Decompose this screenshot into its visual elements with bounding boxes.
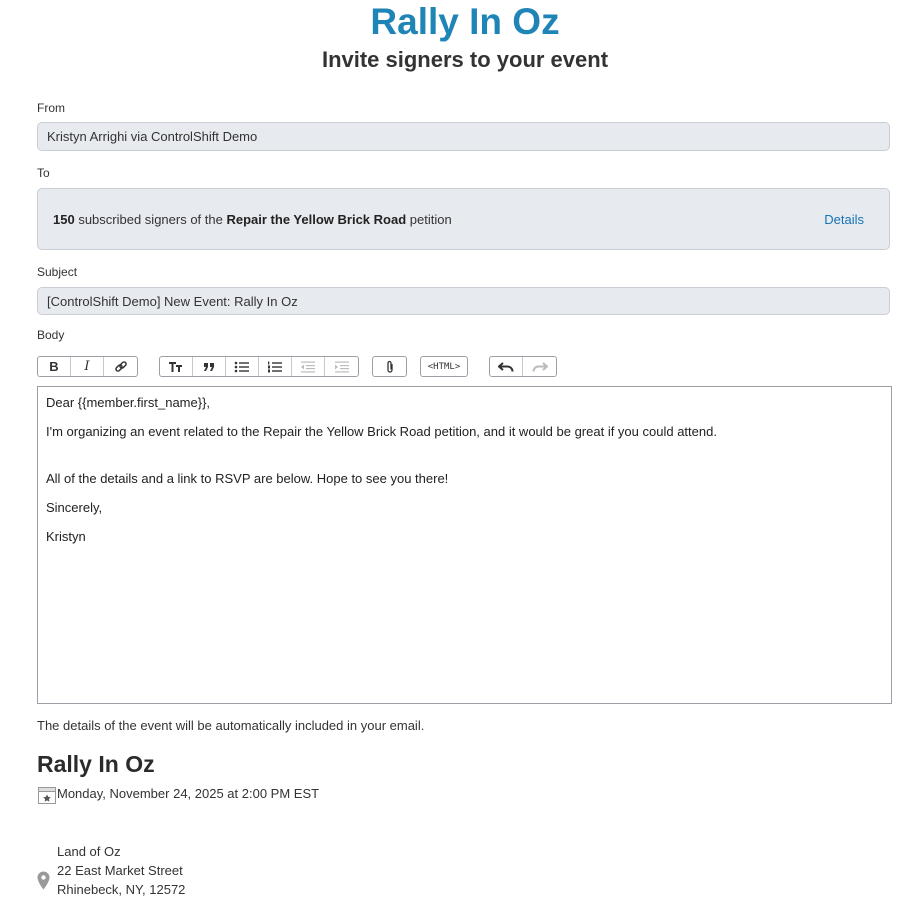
outdent-icon bbox=[300, 361, 316, 373]
italic-button[interactable] bbox=[71, 357, 104, 376]
event-location bbox=[57, 842, 185, 899]
recipients-summary bbox=[53, 212, 452, 227]
heading-icon bbox=[168, 361, 184, 373]
indent-icon bbox=[334, 361, 350, 373]
recipient-count: 150 bbox=[53, 211, 75, 227]
calendar-icon bbox=[38, 786, 56, 804]
body-line-signature: Kristyn bbox=[46, 529, 86, 544]
body-line-details: All of the details and a link to RSVP are below. Hope to see you there! bbox=[46, 471, 449, 486]
numbered-list-button[interactable] bbox=[259, 357, 292, 376]
history-toolbar bbox=[489, 356, 557, 377]
subject-value: [ControlShift Demo] New Event: Rally In Oz bbox=[47, 293, 298, 309]
link-icon bbox=[114, 360, 128, 374]
details-link[interactable]: Details bbox=[824, 211, 864, 227]
html-button[interactable] bbox=[421, 357, 467, 376]
body-editor[interactable] bbox=[37, 386, 892, 704]
text-format-toolbar bbox=[37, 356, 138, 377]
quote-icon bbox=[203, 362, 215, 372]
link-button[interactable] bbox=[104, 357, 137, 376]
quote-button[interactable] bbox=[193, 357, 226, 376]
recipients-text-end: petition bbox=[409, 211, 452, 227]
from-field[interactable] bbox=[37, 122, 890, 151]
bold-button[interactable] bbox=[38, 357, 71, 376]
petition-name: Repair the Yellow Brick Road bbox=[226, 211, 407, 227]
undo-icon bbox=[498, 362, 514, 372]
subject-label: Subject bbox=[37, 265, 78, 279]
italic-icon: I bbox=[84, 359, 90, 374]
attachment-icon bbox=[385, 360, 395, 374]
page-subtitle: Invite signers to your event bbox=[321, 47, 609, 72]
to-field bbox=[37, 188, 890, 250]
event-title: Rally In Oz bbox=[37, 751, 155, 777]
bold-icon: B bbox=[49, 359, 59, 374]
from-label: From bbox=[37, 101, 65, 115]
indent-button[interactable] bbox=[325, 357, 358, 376]
bullet-list-button[interactable] bbox=[226, 357, 259, 376]
page-title: Rally In Oz bbox=[370, 1, 560, 42]
redo-icon bbox=[532, 362, 548, 372]
recipients-text: subscribed signers of the bbox=[78, 211, 223, 227]
subject-field[interactable] bbox=[37, 287, 890, 315]
map-pin-icon bbox=[37, 871, 50, 890]
to-label: To bbox=[37, 166, 50, 180]
heading-button[interactable] bbox=[160, 357, 193, 376]
redo-button[interactable] bbox=[523, 357, 556, 376]
event-date: Monday, November 24, 2025 at 2:00 PM EST bbox=[57, 786, 320, 801]
from-value: Kristyn Arrighi via ControlShift Demo bbox=[47, 129, 258, 144]
body-line-closing: Sincerely, bbox=[46, 500, 103, 515]
body-line-greeting: Dear {{member.first_name}}, bbox=[46, 395, 211, 410]
numbered-list-icon bbox=[267, 361, 283, 373]
event-details-note: The details of the event will be automatically included in your email. bbox=[37, 718, 425, 733]
location-city: Rhinebeck, NY, 12572 bbox=[57, 882, 186, 897]
attachment-button[interactable] bbox=[373, 357, 406, 376]
bullet-list-icon bbox=[234, 361, 250, 373]
attachment-toolbar bbox=[372, 356, 407, 377]
html-toolbar bbox=[420, 356, 468, 377]
location-name: Land of Oz bbox=[57, 844, 121, 859]
block-format-toolbar bbox=[159, 356, 359, 377]
undo-button[interactable] bbox=[490, 357, 523, 376]
html-icon: <HTML> bbox=[427, 361, 461, 372]
location-street: 22 East Market Street bbox=[57, 863, 183, 878]
outdent-button[interactable] bbox=[292, 357, 325, 376]
body-label: Body bbox=[37, 328, 65, 342]
body-line-intro: I'm organizing an event related to the Repair the Yellow Brick Road petition, and it would be great if you could attend. bbox=[46, 424, 717, 439]
